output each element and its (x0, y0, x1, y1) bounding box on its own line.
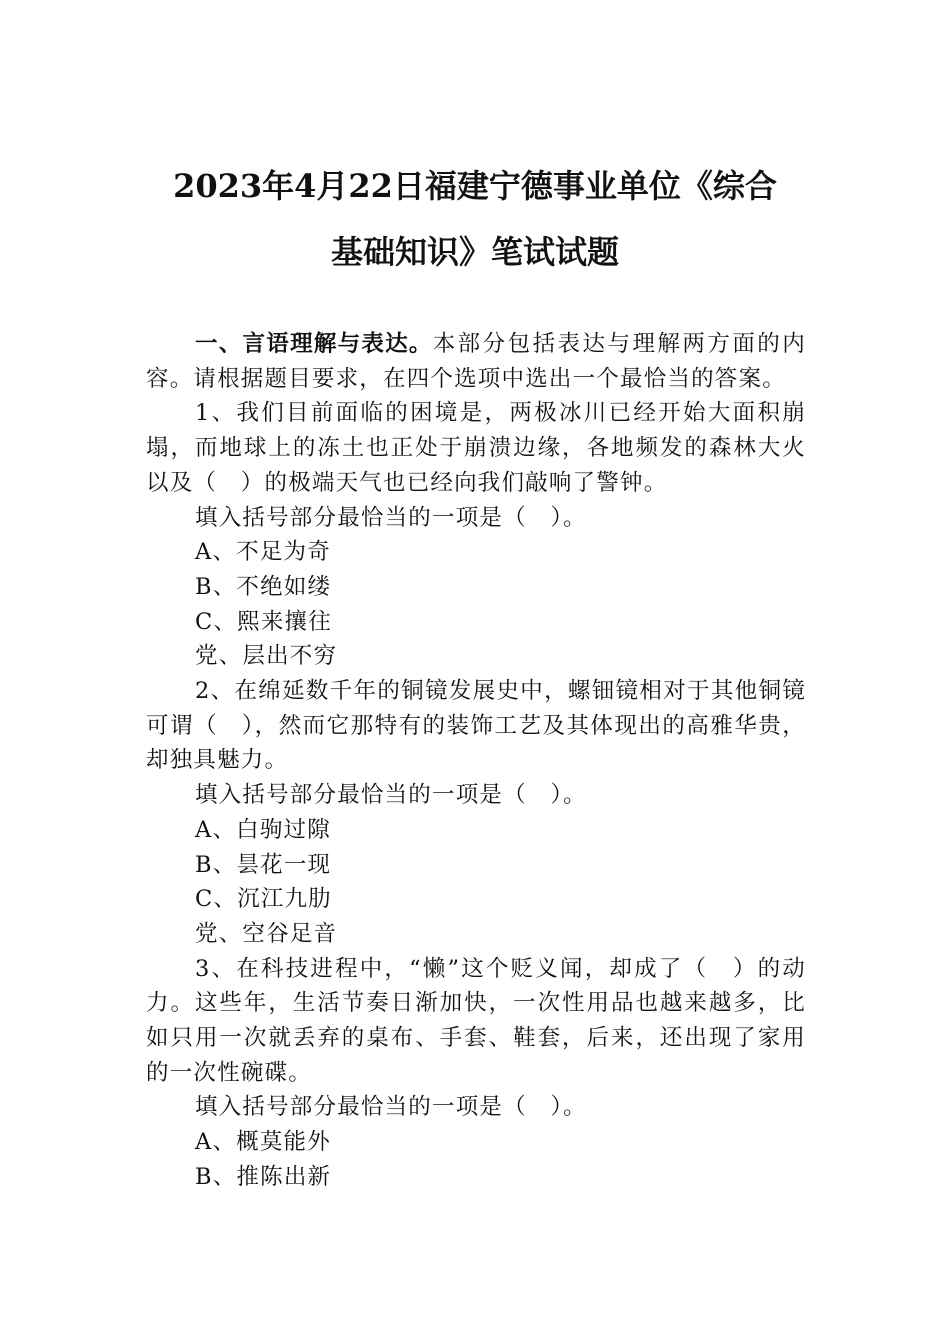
question-3-option-a: A、概莫能外 (195, 1129, 331, 1156)
section-intro (146, 327, 806, 396)
question-2-stem: 2、在绵延数千年的铜镜发展史中，螺钿镜相对于其他铜镜可谓（ ），然而它那特有的装饰工艺及其体现出的高雅华贵，却独具魅力。 (146, 678, 806, 774)
section-description: 本部分包括表达与理解两方面的内容。请根据题目要求，在四个选项中选出一个最恰当的答案。 (146, 331, 806, 392)
question-1-option-c: C、熙来攘往 (195, 608, 332, 635)
document-title-line-1: 2023年4月22日福建宁德事业单位《综合 (173, 167, 777, 205)
document-body (146, 327, 806, 1195)
question-1-option-b: B、不绝如缕 (195, 573, 332, 600)
question-1-option-d: 党、层出不穷 (195, 643, 338, 670)
section-heading: 一、言语理解与表达。 (195, 331, 433, 357)
question-3-stem: 3、在科技进程中，“懒”这个贬义闻，却成了（ ）的动力。这些年，生活节奏日渐加快，一次性用品也越来越多，比如只用一次就丢弃的桌布、手套、鞋套，后来，还出现了家用的一次性碗碟。 (146, 955, 806, 1086)
question-3-option-b: B、推陈出新 (195, 1163, 332, 1190)
question-2-option-c: C、沉江九肋 (195, 886, 332, 913)
question-2-option-b: B、昙花一现 (195, 851, 332, 878)
question-1-option-a: A、不足为奇 (195, 539, 331, 566)
question-2-prompt: 填入括号部分最恰当的一项是（ ）。 (195, 782, 587, 809)
question-1-prompt: 填入括号部分最恰当的一项是（ ）。 (195, 504, 587, 531)
document-title-line-2: 基础知识》笔试试题 (330, 233, 619, 271)
question-2-option-d: 党、空谷足音 (195, 920, 338, 947)
question-1-stem: 1、我们目前面临的困境是，两极冰川已经开始大面积崩塌，而地球上的冻土也正处于崩溃边缘，各地频发的森林大火以及（ ）的极端天气也已经向我们敲响了警钟。 (146, 400, 806, 496)
question-3-prompt: 填入括号部分最恰当的一项是（ ）。 (195, 1094, 587, 1121)
question-2-option-a: A、白驹过隙 (195, 816, 331, 843)
